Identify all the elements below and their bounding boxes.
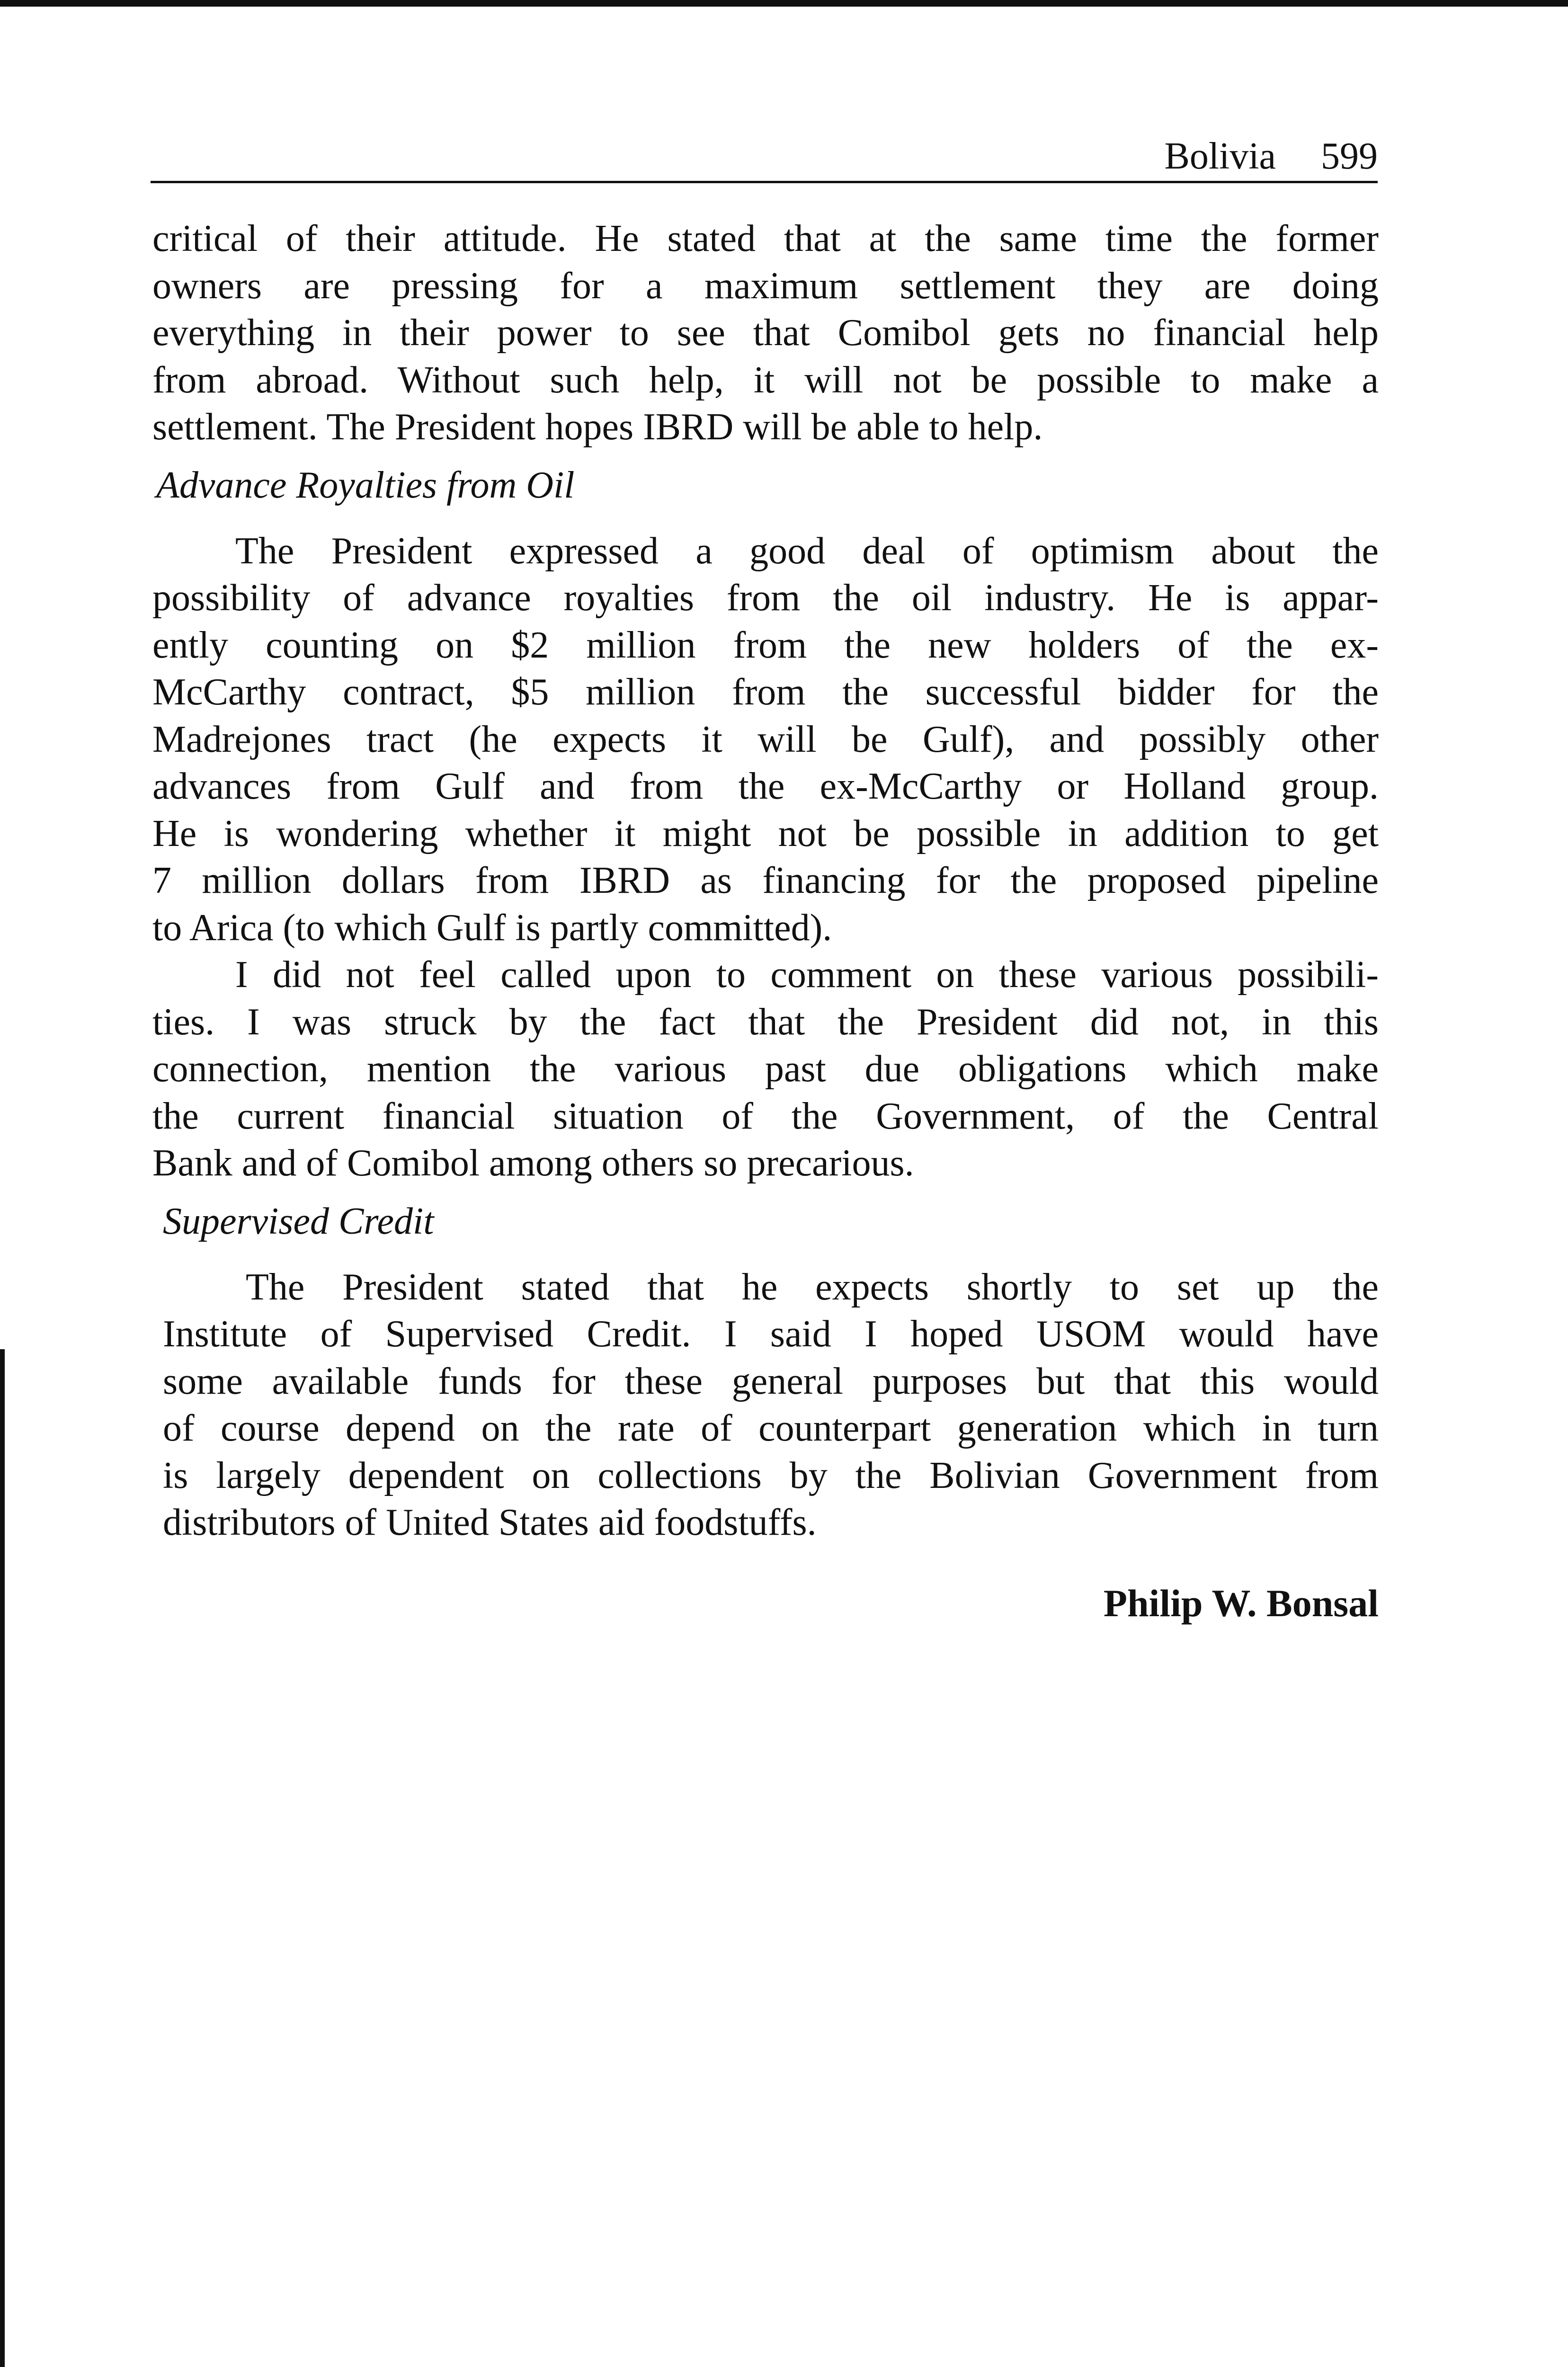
scan-border-top [0,0,1568,7]
text-line: settlement. The President hopes IBRD will be able to help. [152,406,1043,448]
paragraph-oil-royalties [152,528,1379,952]
text-line: ties. I was struck by the fact that the President did not, in this [152,1001,1379,1043]
section-heading-supervised-credit: Supervised Credit [163,1200,434,1242]
signature: Philip W. Bonsal [1103,1582,1379,1625]
paragraph-supervised-credit [152,1264,1379,1547]
text-line: critical of their attitude. He stated that at the same time the former [152,218,1379,259]
text-line: possibility of advance royalties from the oil industry. He is appar- [152,577,1379,619]
paragraph-comment [152,952,1379,1187]
text-line: everything in their power to see that Comibol gets no financial help [152,312,1379,354]
section-heading-advance-royalties: Advance Royalties from Oil [156,464,575,506]
text-line: distributors of United States aid foodstuffs. [163,1502,817,1543]
text-line: of course depend on the rate of counterpart generation which in turn [163,1407,1379,1449]
text-line: He is wondering whether it might not be possible in addition to get [152,812,1379,854]
running-head-title: Bolivia [1164,135,1276,177]
text-line: Institute of Supervised Credit. I said I hoped USOM would have [163,1313,1379,1355]
running-head [151,128,1378,183]
text-line: the current financial situation of the Government, of the Central [152,1095,1379,1137]
text-line: Bank and of Comibol among others so precarious. [152,1142,914,1184]
text-line: ently counting on $2 million from the new holders of the ex- [152,624,1379,666]
text-line: I did not feel called upon to comment on these various possibili- [235,954,1379,996]
text-line: to Arica (to which Gulf is partly committed). [152,907,832,949]
text-line: 7 million dollars from IBRD as financing for the proposed pipeline [152,860,1379,901]
body-text [152,215,1379,1547]
text-line: Madrejones tract (he expects it will be Gulf), and possibly other [152,718,1379,760]
text-line: some available funds for these general purposes but that this would [163,1360,1379,1402]
text-line: McCarthy contract, $5 million from the successful bidder for the [152,671,1379,713]
text-line: from abroad. Without such help, it will not be possible to make a [152,359,1379,401]
text-line: owners are pressing for a maximum settlement they are doing [152,265,1379,307]
scan-border-left [0,1349,5,2367]
text-line: The President stated that he expects shortly to set up the [246,1266,1379,1308]
text-line: connection, mention the various past due obligations which make [152,1048,1379,1090]
paragraph-continuation [152,215,1379,451]
text-line: advances from Gulf and from the ex-McCarthy or Holland group. [152,765,1379,807]
text-line: The President expressed a good deal of optimism about the [235,530,1379,572]
page-number: 599 [1321,135,1378,177]
text-line: is largely dependent on collections by the Bolivian Government from [163,1454,1379,1496]
